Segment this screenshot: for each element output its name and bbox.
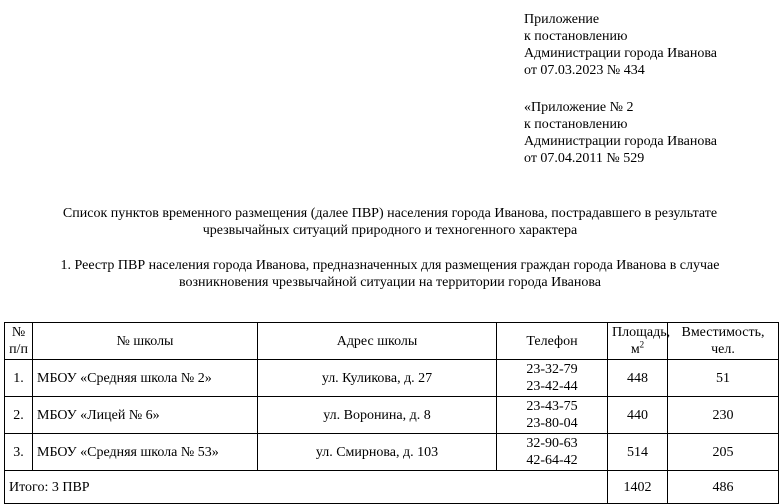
row-num: 2.	[5, 397, 33, 434]
row-phone	[497, 434, 608, 471]
pvr-registry-table	[4, 322, 779, 504]
row-school: МБОУ «Средняя школа № 2»	[33, 360, 258, 397]
appendix-block-current	[524, 11, 717, 79]
title-line: чрезвычайных ситуаций природного и техногенного характера	[202, 223, 578, 238]
appendix-line: Администрации города Иванова	[524, 134, 717, 149]
total-area: 1402	[608, 471, 668, 504]
total-capacity: 486	[668, 471, 779, 504]
phone-number: 32-90-63	[526, 436, 578, 451]
phone-number: 23-32-79	[526, 362, 578, 377]
table-header-row	[5, 323, 779, 360]
section-line: 1. Реестр ПВР населения города Иванова, предназначенных для размещения граждан города Иванова в случае	[60, 258, 720, 273]
appendix-block-original	[524, 99, 717, 167]
appendix-line: к постановлению	[524, 29, 628, 44]
total-label: Итого: 3 ПВР	[5, 471, 608, 504]
table-total-row	[5, 471, 779, 504]
header-num-line: №	[11, 325, 26, 340]
row-area: 440	[608, 397, 668, 434]
appendix-line: Администрации города Иванова	[524, 46, 717, 61]
header-capacity-line: чел.	[711, 342, 735, 357]
row-school: МБОУ «Средняя школа № 53»	[33, 434, 258, 471]
phone-number: 23-43-75	[526, 399, 578, 414]
header-capacity-line: Вместимость,	[681, 325, 765, 340]
row-phone	[497, 397, 608, 434]
row-address: ул. Куликова, д. 27	[258, 360, 497, 397]
row-capacity: 51	[668, 360, 779, 397]
appendix-line: от 07.04.2011 № 529	[524, 151, 645, 166]
appendix-line: «Приложение № 2	[524, 100, 634, 115]
table-row	[5, 397, 779, 434]
header-capacity	[668, 323, 779, 360]
header-num-line: п/п	[9, 342, 28, 357]
header-num	[5, 323, 33, 360]
document-title	[0, 205, 780, 239]
row-area: 448	[608, 360, 668, 397]
phone-number: 23-42-44	[526, 379, 578, 394]
header-area-unit: м	[630, 342, 640, 357]
row-address: ул. Воронина, д. 8	[258, 397, 497, 434]
section-line: возникновения чрезвычайной ситуации на территории города Иванова	[179, 275, 601, 290]
row-capacity: 205	[668, 434, 779, 471]
title-line: Список пунктов временного размещения (далее ПВР) населения города Иванова, пострадавшего в результате	[62, 206, 718, 221]
header-address: Адрес школы	[258, 323, 497, 360]
row-address: ул. Смирнова, д. 103	[258, 434, 497, 471]
row-phone	[497, 360, 608, 397]
appendix-line: Приложение	[524, 12, 600, 27]
header-area	[608, 323, 671, 360]
section-title	[0, 257, 780, 291]
phone-number: 42-64-42	[526, 453, 578, 468]
appendix-line: к постановлению	[524, 117, 628, 132]
row-num: 3.	[5, 434, 33, 471]
phone-number: 23-80-04	[526, 416, 578, 431]
row-area: 514	[608, 434, 668, 471]
appendix-line: от 07.03.2023 № 434	[524, 63, 645, 78]
header-area-text: Площадь,	[612, 325, 671, 340]
table-row	[5, 360, 779, 397]
table-row	[5, 434, 779, 471]
row-num: 1.	[5, 360, 33, 397]
header-area-unit-line	[612, 341, 663, 358]
header-area-sup: 2	[639, 339, 645, 350]
header-school: № школы	[33, 323, 258, 360]
header-phone: Телефон	[497, 323, 608, 360]
row-school: МБОУ «Лицей № 6»	[33, 397, 258, 434]
row-capacity: 230	[668, 397, 779, 434]
